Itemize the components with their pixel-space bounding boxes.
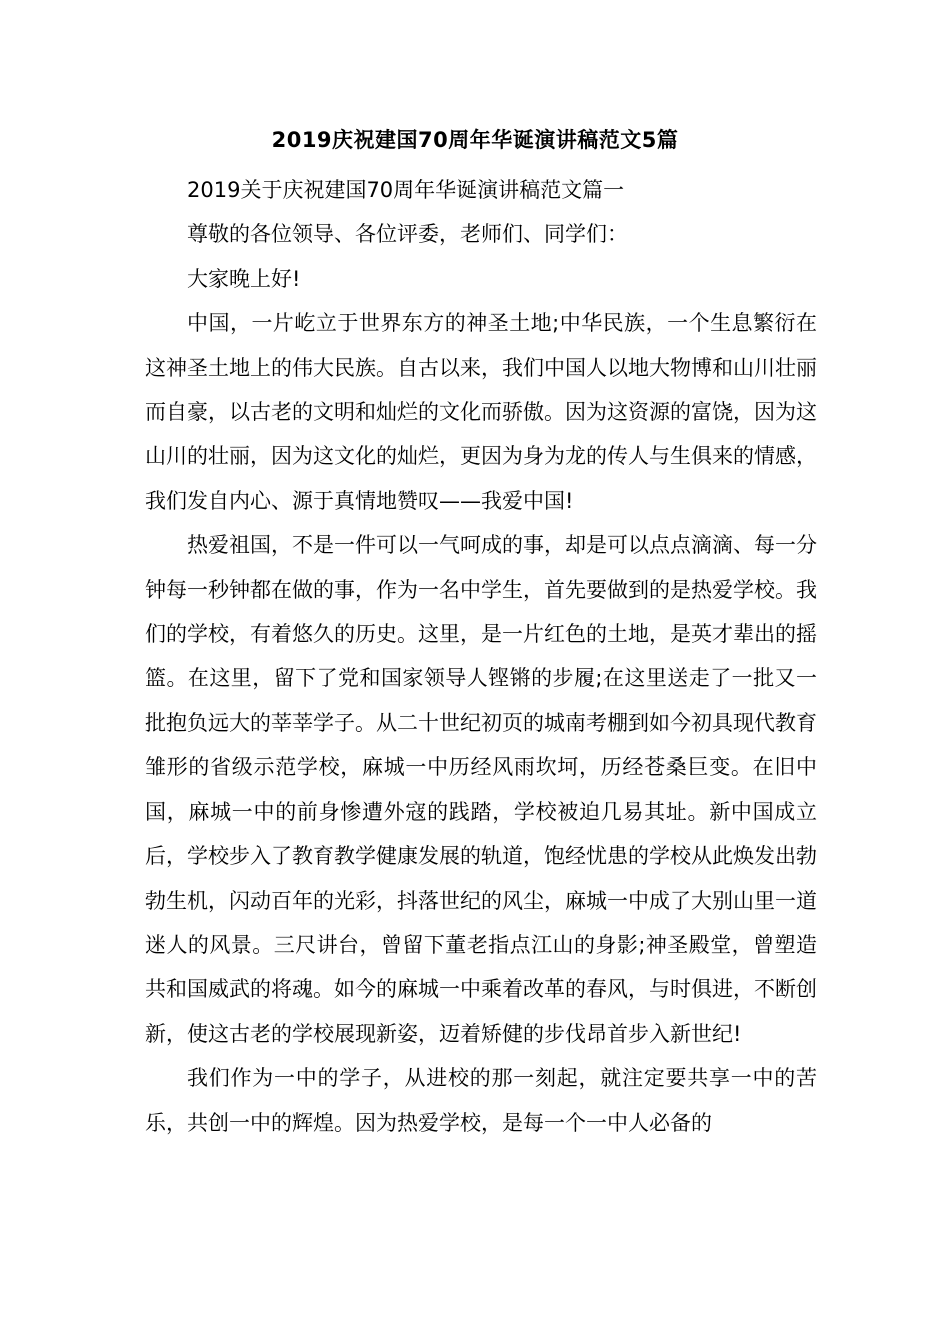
body-paragraph: 中国，一片屹立于世界东方的神圣土地;中华民族，一个生息繁衍在这神圣土地上的伟大民族。自古以来，我们中国人以地大物博和山川壮丽而自豪，以古老的文明和灿烂的文化而骄傲。因为这资源的富饶，因为这山川的壮丽，因为这文化的灿烂，更因为身为龙的传人与生俱来的情感，我们发自内心、源于真情地赞叹——我爱中国! [145,311,817,513]
section-heading: 2019关于庆祝建国70周年华诞演讲稿范文篇一 [187,178,625,202]
salutation-paragraph: 尊敬的各位领导、各位评委，老师们、同学们： [187,222,628,247]
document-body [145,168,817,1145]
document-title: 2019庆祝建国70周年华诞演讲稿范文5篇 [271,128,679,152]
body-paragraph: 热爱祖国，不是一件可以一气呵成的事，却是可以点点滴滴、每一分钟每一秒钟都在做的事，作为一名中学生，首先要做到的是热爱学校。我们的学校，有着悠久的历史。这里，是一片红色的土地，是英才辈出的摇篮。在这里，留下了党和国家领导人铿锵的步履;在这里送走了一批又一批抱负远大的莘莘学子。从二十世纪初页的城南考棚到如今初具现代教育雏形的省级示范学校，麻城一中历经风雨坎坷，历经苍桑巨变。在旧中国，麻城一中的前身惨遭外寇的践踏，学校被迫几易其址。新中国成立后，学校步入了教育教学健康发展的轨道，饱经忧患的学校从此焕发出勃勃生机，闪动百年的光彩，抖落世纪的风尘，麻城一中成了大别山里一道迷人的风景。三尺讲台，曾留下董老指点江山的身影;神圣殿堂，曾塑造共和国威武的将魂。如今的麻城一中乘着改革的春风，与时俱进，不断创新，使这古老的学校展现新姿，迈着矫健的步伐昂首步入新世纪! [145,533,817,1046]
body-paragraph: 我们作为一中的学子，从进校的那一刻起，就注定要共享一中的苦乐，共创一中的辉煌。因为热爱学校，是每一个一中人必备的 [145,1066,817,1135]
greeting-paragraph: 大家晚上好! [187,266,301,291]
